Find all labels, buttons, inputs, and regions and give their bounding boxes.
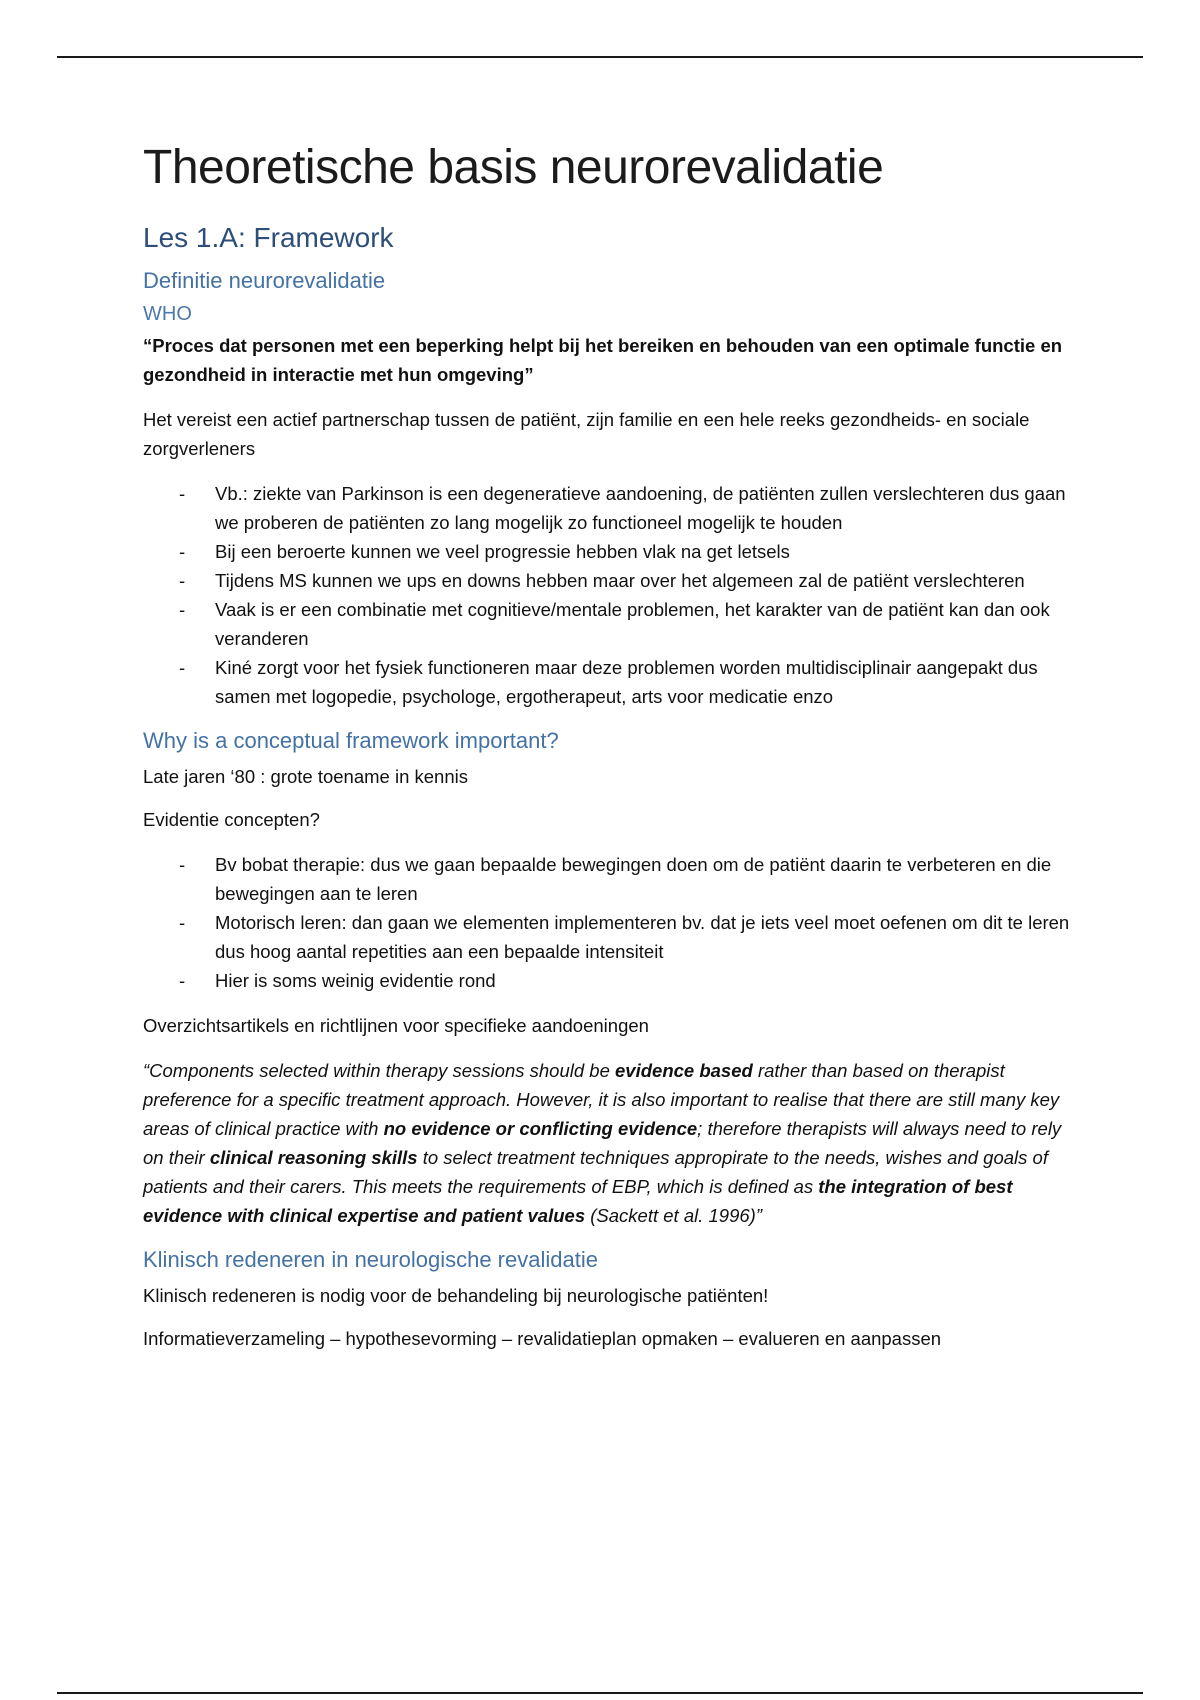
dash-marker: - xyxy=(179,911,186,933)
list-item: - Bv bobat therapie: dus we gaan bepaalde bewegingen doen om de patiënt daarin te verbeteren en die bewegingen aan te leren xyxy=(143,850,1083,908)
definition-heading: Definitie neurorevalidatie xyxy=(143,267,386,293)
framework-line-reviews: Overzichtsartikels en richtlijnen voor specifieke aandoeningen xyxy=(143,1014,649,1036)
emphasis-clinical-reasoning: clinical reasoning skills xyxy=(209,1146,418,1168)
emphasis-no-evidence: no evidence or conflicting evidence xyxy=(383,1117,698,1139)
framework-heading: Why is a conceptual framework important? xyxy=(143,728,559,754)
reasoning-line-process: Informatieverzameling – hypothesevorming – revalidatieplan opmaken – evalueren en aanpassen xyxy=(143,1327,942,1349)
top-rule xyxy=(57,56,1143,58)
dash-marker: - xyxy=(179,541,186,563)
list-item: - Motorisch leren: dan gaan we elementen implementeren bv. dat je iets veel moet oefenen om dit te leren dus hoog aantal repetities aan een bepaalde intensiteit xyxy=(143,908,1083,966)
document-title: Theoretische basis neurorevalidatie xyxy=(143,141,884,194)
dash-marker: - xyxy=(179,599,186,621)
framework-line-knowledge: Late jaren ‘80 : grote toename in kennis xyxy=(143,765,468,787)
framework-line-evidence: Evidentie concepten? xyxy=(143,808,320,830)
bottom-rule xyxy=(57,1692,1143,1694)
list-item: - Kiné zorgt voor het fysiek functioneren maar deze problemen worden multidisciplinair aangepakt dus samen met logopedie, psychologe, ergotherapeut, arts voor medicatie enzo xyxy=(143,653,1083,711)
reasoning-heading: Klinisch redeneren in neurologische revalidatie xyxy=(143,1246,598,1272)
dash-marker: - xyxy=(179,853,186,875)
definition-bullet-list xyxy=(143,479,1083,711)
dash-marker: - xyxy=(179,570,186,592)
ebp-quote: “Components selected within therapy sessions should be evidence based rather than based on therapist preference for a specific treatment approach. However, it is also important to realise that there are still many key areas of clinical practice with no evidence or conflicting evidence; therefore therapists will always need to rely on their clinical reasoning skills to select treatment techniques appropirate to the needs, wishes and goals of patients and their carers. This meets the requirements of EBP, which is defined as the integration of best evidence with clinical expertise and patient values (Sackett et al. 1996)” xyxy=(143,1059,1062,1226)
emphasis-ebp-definition: the integration of best evidence with clinical expertise and patient values xyxy=(143,1175,1013,1226)
list-item: - Bij een beroerte kunnen we veel progressie hebben vlak na get letsels xyxy=(143,537,1083,566)
framework-bullet-list xyxy=(143,850,1083,995)
list-item: - Vb.: ziekte van Parkinson is een degeneratieve aandoening, de patiënten zullen verslechteren dus gaan we proberen de patiënten zo lang mogelijk zo functioneel mogelijk te houden xyxy=(143,479,1083,537)
list-item: - Hier is soms weinig evidentie rond xyxy=(143,966,1083,995)
partnership-paragraph: Het vereist een actief partnerschap tussen de patiënt, zijn familie en een hele reeks gezondheids- en sociale zorgverleners xyxy=(143,409,1030,460)
document-body xyxy=(143,140,1083,1369)
lesson-heading: Les 1.A: Framework xyxy=(143,222,394,254)
who-subheading: WHO xyxy=(143,303,192,326)
who-quote: “Proces dat personen met een beperking helpt bij het bereiken en behouden van een optimale functie en gezondheid in interactie met hun omgeving” xyxy=(143,335,1063,386)
list-item: - Vaak is er een combinatie met cognitieve/mentale problemen, het karakter van de patiënt kan dan ook veranderen xyxy=(143,595,1083,653)
dash-marker: - xyxy=(179,969,186,991)
emphasis-evidence-based: evidence based xyxy=(615,1059,753,1081)
dash-marker: - xyxy=(179,657,186,679)
dash-marker: - xyxy=(179,483,186,505)
reasoning-line-need: Klinisch redeneren is nodig voor de behandeling bij neurologische patiënten! xyxy=(143,1284,769,1306)
list-item: - Tijdens MS kunnen we ups en downs hebben maar over het algemeen zal de patiënt verslechteren xyxy=(143,566,1083,595)
